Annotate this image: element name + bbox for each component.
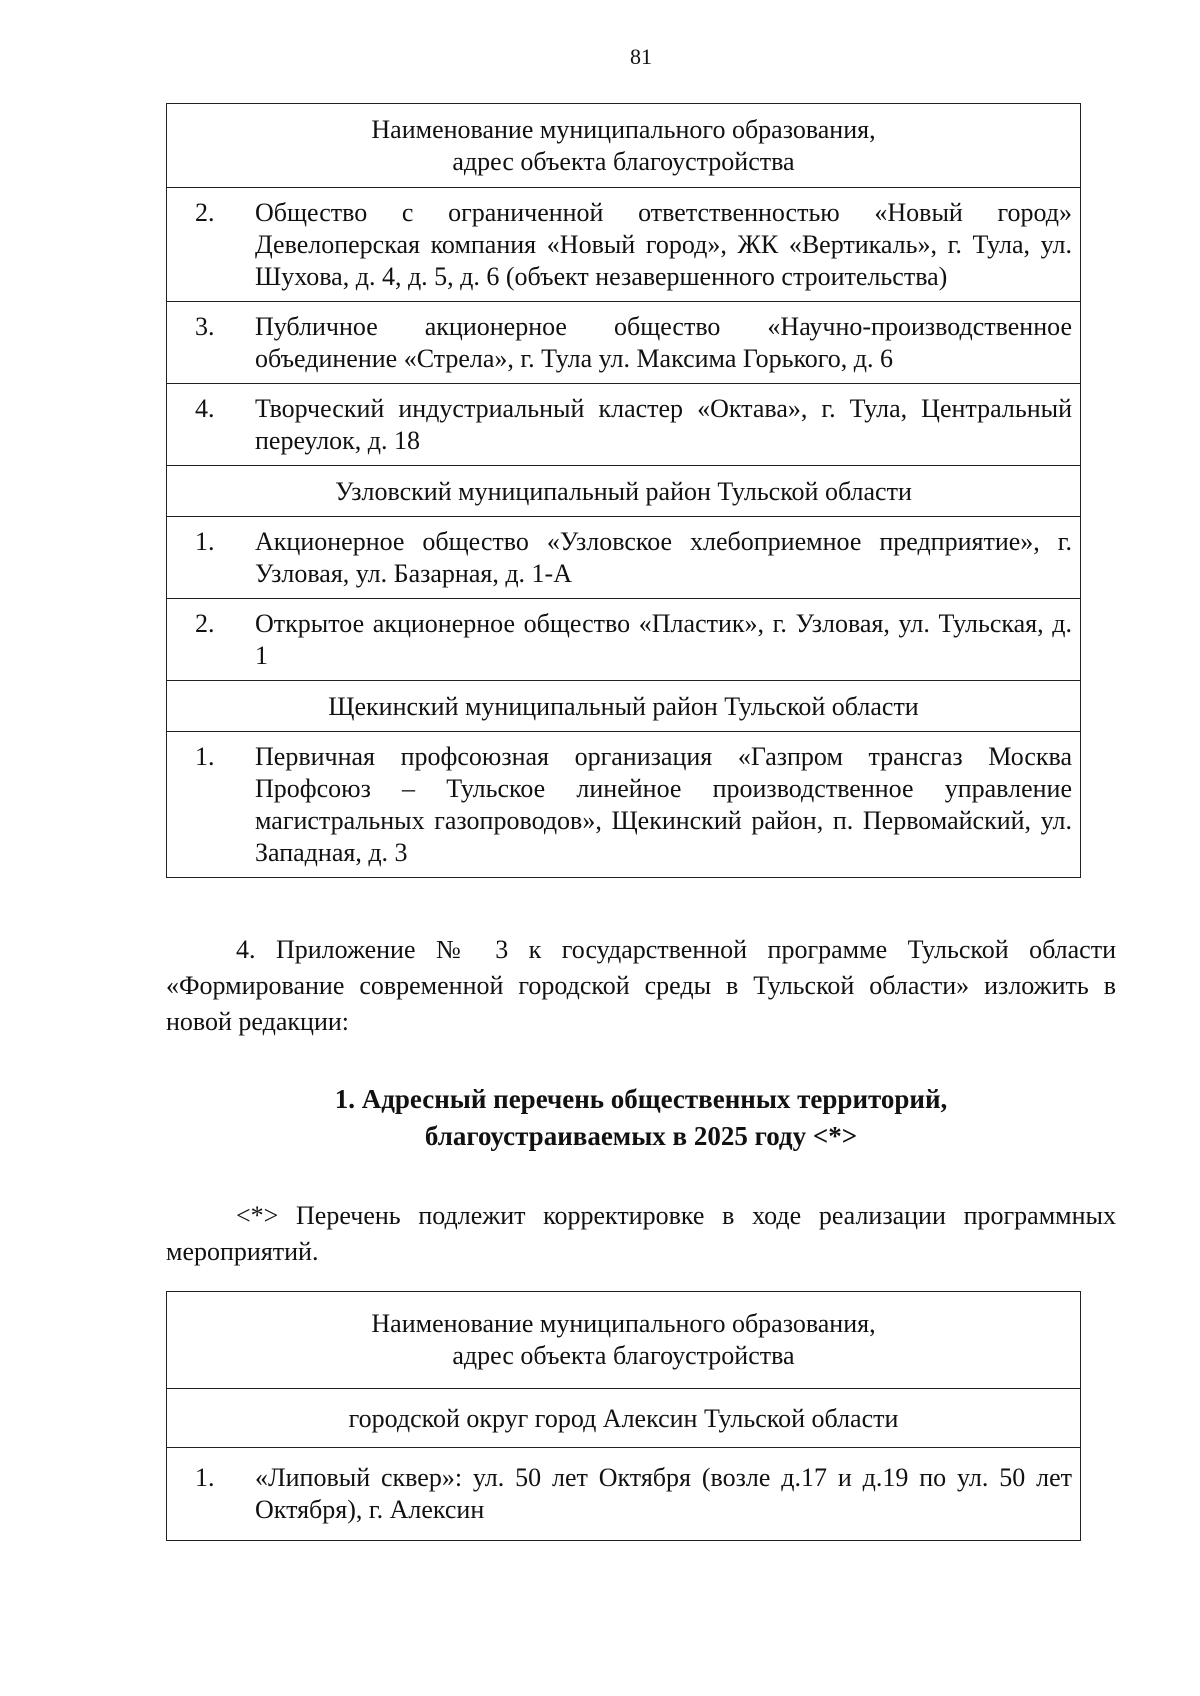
row-number: 1. (195, 742, 215, 771)
row-text: Акционерное общество «Узловское хлебоприемное предприятие», г. Узловая, ул. Базарная, д. 1-А (255, 527, 1072, 588)
footnote-paragraph: <*> Перечень подлежит корректировке в ходе реализации программных мероприятий. (166, 1201, 1116, 1266)
table-row (167, 732, 1081, 878)
address-table-1 (166, 103, 1081, 878)
address-table-2 (166, 1291, 1081, 1541)
region-row (167, 681, 1081, 732)
region-title: Щекинский муниципальный район Тульской области (167, 681, 1081, 732)
header-line: адрес объекта благоустройства (452, 147, 795, 176)
region-row (167, 466, 1081, 517)
row-text: Общество с ограниченной ответственностью «Новый город» Девелоперская компания «Новый город», ЖК «Вертикаль», г. Тула, ул. Шухова, д. 4, д. 5, д. 6 (объект незавершенного строительства) (255, 198, 1072, 291)
region-row (167, 1389, 1081, 1448)
row-number: 1. (195, 1463, 215, 1492)
row-text: Публичное акционерное общество «Научно-производственное объединение «Стрела», г. Тула ул. Максима Горького, д. 6 (255, 312, 1072, 373)
section-heading (166, 1081, 1116, 1155)
table-row (167, 302, 1081, 384)
header-line: адрес объекта благоустройства (452, 1341, 795, 1370)
table-row (167, 188, 1081, 302)
heading-line: 1. Адресный перечень общественных территорий, (334, 1084, 948, 1114)
table-row (167, 517, 1081, 599)
region-title: Узловский муниципальный район Тульской области (167, 466, 1081, 517)
table-row (167, 1448, 1081, 1541)
row-number: 1. (195, 527, 215, 556)
amendment-paragraph: 4. Приложение № 3 к государственной программе Тульской области «Формирование современной городской среды в Тульской области» изложить в новой редакции: (166, 935, 1116, 1036)
header-cell (167, 104, 1081, 188)
row-text: Первичная профсоюзная организация «Газпром трансгаз Москва Профсоюз – Тульское линейное производственное управление магистральных газопроводов», Щекинский район, п. Первомайский, ул. Западная, д. 3 (255, 742, 1072, 867)
table-header (167, 1292, 1081, 1389)
header-cell (167, 1292, 1081, 1389)
row-number: 2. (195, 609, 215, 638)
header-line: Наименование муниципального образования, (371, 115, 876, 144)
heading-line: благоустраиваемых в 2025 году <*> (424, 1121, 858, 1151)
row-text: «Липовый сквер»: ул. 50 лет Октября (возле д.17 и д.19 по ул. 50 лет Октября), г. Алексин (255, 1463, 1072, 1524)
row-number: 2. (195, 198, 215, 227)
row-text: Открытое акционерное общество «Пластик», г. Узловая, ул. Тульская, д. 1 (255, 609, 1072, 670)
table-row (167, 384, 1081, 466)
header-line: Наименование муниципального образования, (371, 1309, 876, 1338)
row-number: 3. (195, 312, 215, 341)
page-number: 81 (630, 44, 652, 69)
row-text: Творческий индустриальный кластер «Октава», г. Тула, Центральный переулок, д. 18 (255, 394, 1072, 455)
table-header (167, 104, 1081, 188)
table-row (167, 599, 1081, 681)
row-number: 4. (195, 394, 215, 423)
region-title: городской округ город Алексин Тульской области (167, 1389, 1081, 1448)
